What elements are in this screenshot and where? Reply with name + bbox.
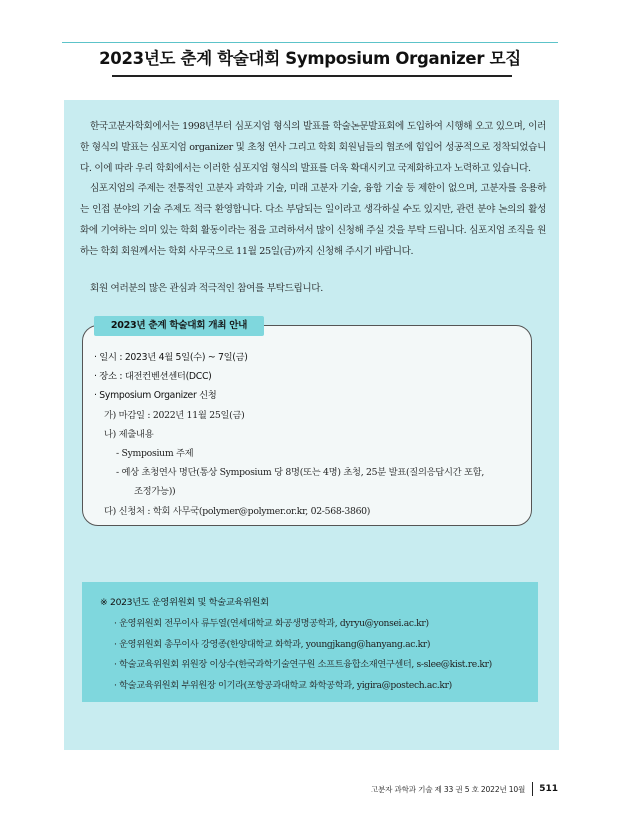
submission-item-speakers-cont: 조정가능)) <box>134 486 176 498</box>
top-rule <box>62 42 558 43</box>
apply-contact: 다) 신청처 : 학회 사무국(polymer@polymer.or.kr, 02-568-3860) <box>104 505 371 517</box>
page-title: 2023년도 춘계 학술대회 Symposium Organizer 모집 <box>99 49 521 68</box>
committee-member: · 학술교육위원회 부위원장 이기라(포항공과대학교 화학공학과, yigira@postech.ac.kr) <box>114 679 452 691</box>
submission-item-speakers: - 예상 초청연사 명단(통상 Symposium 당 8명(또는 4명) 초청, 25분 발표(질의응답시간 포함, <box>116 467 485 479</box>
page-footer <box>371 782 558 796</box>
title-underline <box>112 75 512 77</box>
organizer-apply-heading: · Symposium Organizer 신청 <box>94 390 217 402</box>
event-info-list <box>94 348 524 521</box>
event-venue: · 장소 : 대전컨벤션센터(DCC) <box>94 371 212 383</box>
committee-heading: ※ 2023년도 운영위원회 및 학술교육위원회 <box>100 597 269 608</box>
committee-list <box>114 614 534 696</box>
journal-info: 고분자 과학과 기술 제 33 권 5 호 2022년 10월 <box>370 784 526 794</box>
intro-text <box>80 117 546 299</box>
intro-paragraph-1: 한국고분자학회에서는 1998년부터 심포지엄 형식의 발표를 학술논문발표회에 도입하여 시행해 오고 있으며, 이러한 형식의 발표는 심포지엄 organizer 및 초청 연사 그리고 학회 회원님들의 협조에 힘입어 성공적으로 정착되었습니다. 이에 따라 우리 학회에서는 이러한 심포지엄 형식의 발표를 더욱 확대시키고 국제화하고자 노력하고 있습니다. <box>80 121 546 174</box>
submission-contents-heading: 나) 제출내용 <box>104 428 154 440</box>
committee-member: · 운영위원회 전무이사 류두열(연세대학교 화공생명공학과, dyryu@yonsei.ac.kr) <box>114 618 429 629</box>
footer-divider <box>532 782 533 796</box>
event-info-heading: 2023년 춘계 학술대회 개최 안내 <box>94 316 264 336</box>
intro-paragraph-2: 심포지엄의 주제는 전통적인 고분자 과학과 기술, 미래 고분자 기술, 융합 기술 등 제한이 없으며, 고분자를 응용하는 인접 분야의 기술 주제도 적극 환영합니다. 다소 부담되는 일이라고 생각하실 수도 있지만, 관련 분야 논의의 활성화에 기여하는 의미 있는 학회 활동이라는 점을 고려하셔서 많이 신청해 주실 것을 부탁 드립니다. 심포지엄 조직을 원하는 학회 회원께서는 학회 사무국으로 11월 25일(금)까지 신청해 주시기 바랍니다. <box>80 183 546 257</box>
page-number: 511 <box>539 784 558 794</box>
committee-member: · 운영위원회 총무이사 강영종(한양대학교 화학과, youngjkang@hanyang.ac.kr) <box>114 638 431 650</box>
apply-deadline: 가) 마감일 : 2022년 11월 25일(금) <box>104 409 245 421</box>
submission-item-topic: - Symposium 주제 <box>116 447 194 459</box>
intro-closing: 회원 여러분의 많은 관심과 적극적인 참여를 부탁드립니다. <box>90 282 323 294</box>
committee-member: · 학술교육위원회 위원장 이상수(한국과학기술연구원 소프트융합소재연구센터, s-slee@kist.re.kr) <box>114 659 492 670</box>
event-date: · 일시 : 2023년 4월 5일(수) ~ 7일(금) <box>94 352 248 363</box>
